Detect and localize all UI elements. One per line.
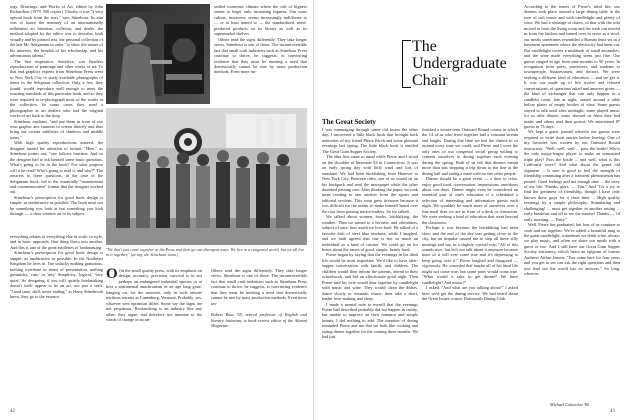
paragraph: Others read the signs differently. They take longer views. Stinehour is one of those. The incontrovertible fact that small craft industries such as Stinehour Press continue to thrive, he suggests, is convincing evidence that they must be meeting a need that domestically cannot be met by mass production methods. Even more im- (214, 36, 307, 75)
paragraph: Stinehour's prescription for good book design is simple, as unobtrusive as possible. In the Northeast Kingdom he lives in. The unlucky nothing gratuitous, nothing overdone in terms of presentation, nothing gimmicky, 'cute,' or 'arty.' Simplicity, 'logical,' 'very quiet.' So designing, if you will, quietly bookmaking doesn't itself appear to be an art, not just a craft. "Good taste, skill, never ending," as Harry Stinebrook knew, they go to the essence. (10, 250, 103, 299)
department-title-line: Undergraduate (412, 55, 507, 72)
right-col3 (524, 4, 620, 400)
left-col2-lower (106, 268, 202, 404)
paragraph (106, 268, 202, 323)
author-signature: Michael Colacchio '80 (550, 402, 590, 407)
drop-cap: O (106, 268, 118, 282)
paragraph: According to the tenets of Pierre's ideal life, our dinners took place around a large dining table in the tone of soft music and with candlelight and plenty of wine. We had a shortage of chairs, so that with the sofa moved in from the living room and the trash can moved in from the kitchen and turned over to serve as a stool, our meals sometimes resembled a Roman feast set in a basement apartment where the electricity had been cut. But candlelight covers a multitude of small anomalies, and the wine made everything seem just fine. Our guests ranged in age from nine months to 90 years. In occupation from poets, professors, and students to townspeople, businessmen, and doctors. We were seeking a different kind of education — and we got it. It was our made up of life stories and relaxed conversations, of questions asked and answers given — the kind of exchanges that can only happen in a candlelit room, late at night, seated around a table before plates of empty bottles of wine. Some guests stayed to talk until after midnight; some played music for us after dinner; some showed us films they had made; and others read their poems. We entertained 87 guests in 73 days. (524, 4, 620, 129)
right-col1 (322, 127, 418, 404)
paragraph: Well, Pierre has graduated, but four of us continue to cook and eat together. We've added a beautiful mug to the guest candlelight, sometimes we drink wine, always we play music, and often we share our meals with a guest or two. And I still have our Great Gum Supper Society stationery, which bears an epigram of former Amherst Arthur Jensen: "You come here for four years and you get to see can ask the right questions and then you find out the world has no answers." So long, whoever. (524, 222, 620, 277)
paragraph-text: On the small quality press, with its emphasis on design, accuracy, precision, survival is in not perhaps an endangered industrial species or at best a sentimental anachronism in an age long gone, hanging on, for the moment, only in such remote northern retreats as Lunenburg, Vermont. Probably, yes, whoever sees optimism differ. Some say the signs are not propitious. Bookmaking is an industry like any other, they argue, and therefore not immune to the winds of change in an un- (106, 268, 202, 323)
paragraph: The first imperative, therefore, was flawless reproductions of paintings and other works of art. To that end graphics experts from Stinehour Press went to New York City to study available photographs of items in the Seligman collection. Only a few, they found, would reproduce well enough to meet the exacting standards of this particular book, and so they were required to re-photograph most of the works in the collection. In some cases they used a photographer at art dealers who had the original works of art back to the shop. (10, 58, 103, 119)
photo-stinehour-team-image (106, 108, 307, 245)
paragraph: I was rummaging through some old boxes the other day, I uncovered a little black book that brought back memories of my friend Pierre Kirch and some pleasant evenings last spring. The little black book is entitled The Great Gum Supper Society. (322, 127, 418, 154)
page-number-right: 43 (610, 409, 615, 414)
photo-printer-at-press (106, 4, 210, 104)
paragraph: Others read the signs differently. They take longer views. Stinehour is one of those. The incontrovertible fact that small craft industries such as Stinehour Press continue to thrive, he suggests, is convincing evidence that they must be meeting a need that domestically cannot be met by mass production methods. Even more im- (211, 268, 307, 306)
paragraph: We talked about women, books, hitchhiking, the weather. Then we turned to a favorite, and oftentimes, subject of ours: how much we love food. He talked of a favorite dish of steel blue sea-bass, while I laughed, and we both agreed that one is not so much an individual as a kind of cuisine. We could go on for hours about the eaters of good, simple, hearty food. (322, 214, 418, 252)
paragraph: The idea first came to mind while Pierre and I stood on the shoulder of Interstate 84 in Connecticut. It was an early spring day with little wind and lots of sunshine. We had been hitchhiking from Hanover to New York City. Between rides, one of us would sit on his backpack and read the newspaper while the other thumbed passing cars. After thinking the paper, we took turns reading to one another from the sports and editorial sections. This soon grew tiresome because it was difficult for the reader to make himself heard over the roar from passing tractor-trailers. So we talked. (322, 154, 418, 214)
right-col2 (422, 127, 518, 404)
photo-caption: "We don't just come together at the Press and then go our divergent ways. We live in a congenial world, but we all live in it together," (at top, the Stinehour team.) (106, 247, 305, 258)
paragraph: Stinehour explains, "and put them in front of our own graphic arts cameras to screen directly and thus bring out certain subtleties of shadows and middle tones." (10, 118, 103, 140)
left-col2-upper (214, 4, 307, 104)
section-heading: The Great Society (322, 118, 376, 126)
left-col3-lower (211, 268, 307, 404)
department-title (412, 38, 522, 89)
right-page (314, 0, 628, 420)
author-note: Robert Ross '38, retired professor of English and literary historian, is book review editor of the Alumni Magazine. (211, 312, 307, 329)
page-number-left: 42 (10, 409, 15, 414)
photo-printer-at-press-image (106, 4, 210, 104)
paragraph: Pierre began by saying that the evenings in his ideal life would be most important. We'd like to have after-supper conversation with family and children. The children would then inform the parents, attend to their schoolwork, and bid an affectionate good night. Then Pierre said his wife would dine together by candlelight with music and wine. They would clean the dishes, dance slowly to romantic music, then take a short, tender love-making and sleep. (322, 252, 418, 302)
paragraph: With high quality reproductions assured, the designer turned his attention to format. "Here," as Stinehour points out, "one follows function. And so the designer had to ask himself some basic questions. What's going to be in the book? For what purpose will it be read? Who's going to read it, and why?" The answers to these questions, in the case of the Seligmann book, led to the essentially "monumental and commemorative" format that the designer worked out. (10, 140, 103, 195)
paragraph: togs, Drawings, and Works of Art, edited by John Richardson (1979, 500 copies). Clearly, it was "a very special book from the start," says Stinehour. Its aim was to honor the memory of an internationally influential art historian, collector, and dealer, the method adopted by the editor was to describe, both visually and by printed text, the personal collection of the late Mr. Seligmann in order "to show the nature of his interests, the breadth of his scholarship, and his adventurous talents." (10, 4, 103, 59)
paragraph: Stinehour's prescription for good book design is simple: as unobtrusive as possible. The book must not be something you look at but something you look through — a clear window on to its subject. (10, 194, 103, 217)
photo-stinehour-team (106, 108, 307, 245)
department-title-box (402, 40, 411, 88)
paragraph: We kept a guest journal wherein our guests were required to write short entries before leaving. One of my favorites was written by our Outward Bound instructors: "Well, well, well ... pass the bottle! Who's the only major-league player to make an unassisted triple play? Pass the bottle ... and well, what is this California wave? And what about the grand old Japanese ... It sure is good to feel the strength of friendship continuing after a transient phenomenon has passed. Good feelings and not enough time ... the story of my life. Thanks, guys. — Tim." And "It's a joy to find the greatness of friendship, though I have only known these guys for a short time ... High quality evenings by a simple philosophy. Stimulating and challenging! ... must get together in another setting ... early breakfast and off to see the sunrise! Thanks — 'til early morning. — Patty." (524, 129, 620, 222)
paragraph: I asked. "And what are you talking about?" I asked him: we'd get the dining service. We had heard about the Great Issues course, Dartmouth Dining Club. (422, 285, 518, 302)
paragraph: Perhaps it was because the hitchhiking had been slow, and the end of the day was getting close to the city, but an impulse caused me to stop all these silly musings and say, in a slightly cynical way, "All of this sounds nice, but let's not talk about it anymore because none of it will ever come true and it's depressing to keep going over it." Pierre laughed and disagreed — vigorously. He conceded that maybe all of his ideal life might not come true, but some parts would come true. "What would it take to get dinner? We have candlelight? And music?" (422, 225, 518, 285)
paragraph: Dinner should be a great event — a time to relax, enjoy good food, conversation, impressions, anecdotes about our days. Dinner might even be considered an essential part of one's education if a scheduled a selection of interesting and informative guests each night. We wouldn't be much more of ourselves over a fine meal than we are in front of a desk or classroom. We were seeking a kind of education that went beyond the classroom. (422, 176, 518, 225)
paragraph: finished a winter-term Outward Bound course in which the 14 of us who lived together had a constant stream and laughs. During that time we had the chance to sit around every time we could, and Pierre and I were the only ones of our congenial social group willing to commit ourselves to dining together each evening during the spring. Both of us felt that dinners meant more than just stopping a trip down to the line at the dining hall and eating a meal with no one other people. (422, 127, 518, 176)
paragraph: settled economic climate where the cult of bigness seems to beget only increasing bigness. Our mass culture, moreover, seems increasingly indifferent to — or at least inured to — the standardized, mass-produced products on its library as well as its supermarket shelves. (214, 4, 307, 37)
left-col1-lower (10, 234, 103, 404)
department-title-line: Chair (412, 72, 448, 89)
left-col1-upper (10, 4, 103, 232)
paragraph: everything relates to everything else in scale, in style, and in basic approach. One thing flows into another. And this is one of the great subtleties of bookmaking. (10, 234, 103, 250)
paragraph: I made a mental note to myself that the evenings Pierre had described probably did not happen in reality, but unable to improve on their romance and simple beauty, I did nothing to add. The mention of dining reminded Pierre and me that we both like cooking and eating dinner together for the coming three months. We had just (322, 301, 418, 340)
department-title-line: The (412, 38, 437, 55)
